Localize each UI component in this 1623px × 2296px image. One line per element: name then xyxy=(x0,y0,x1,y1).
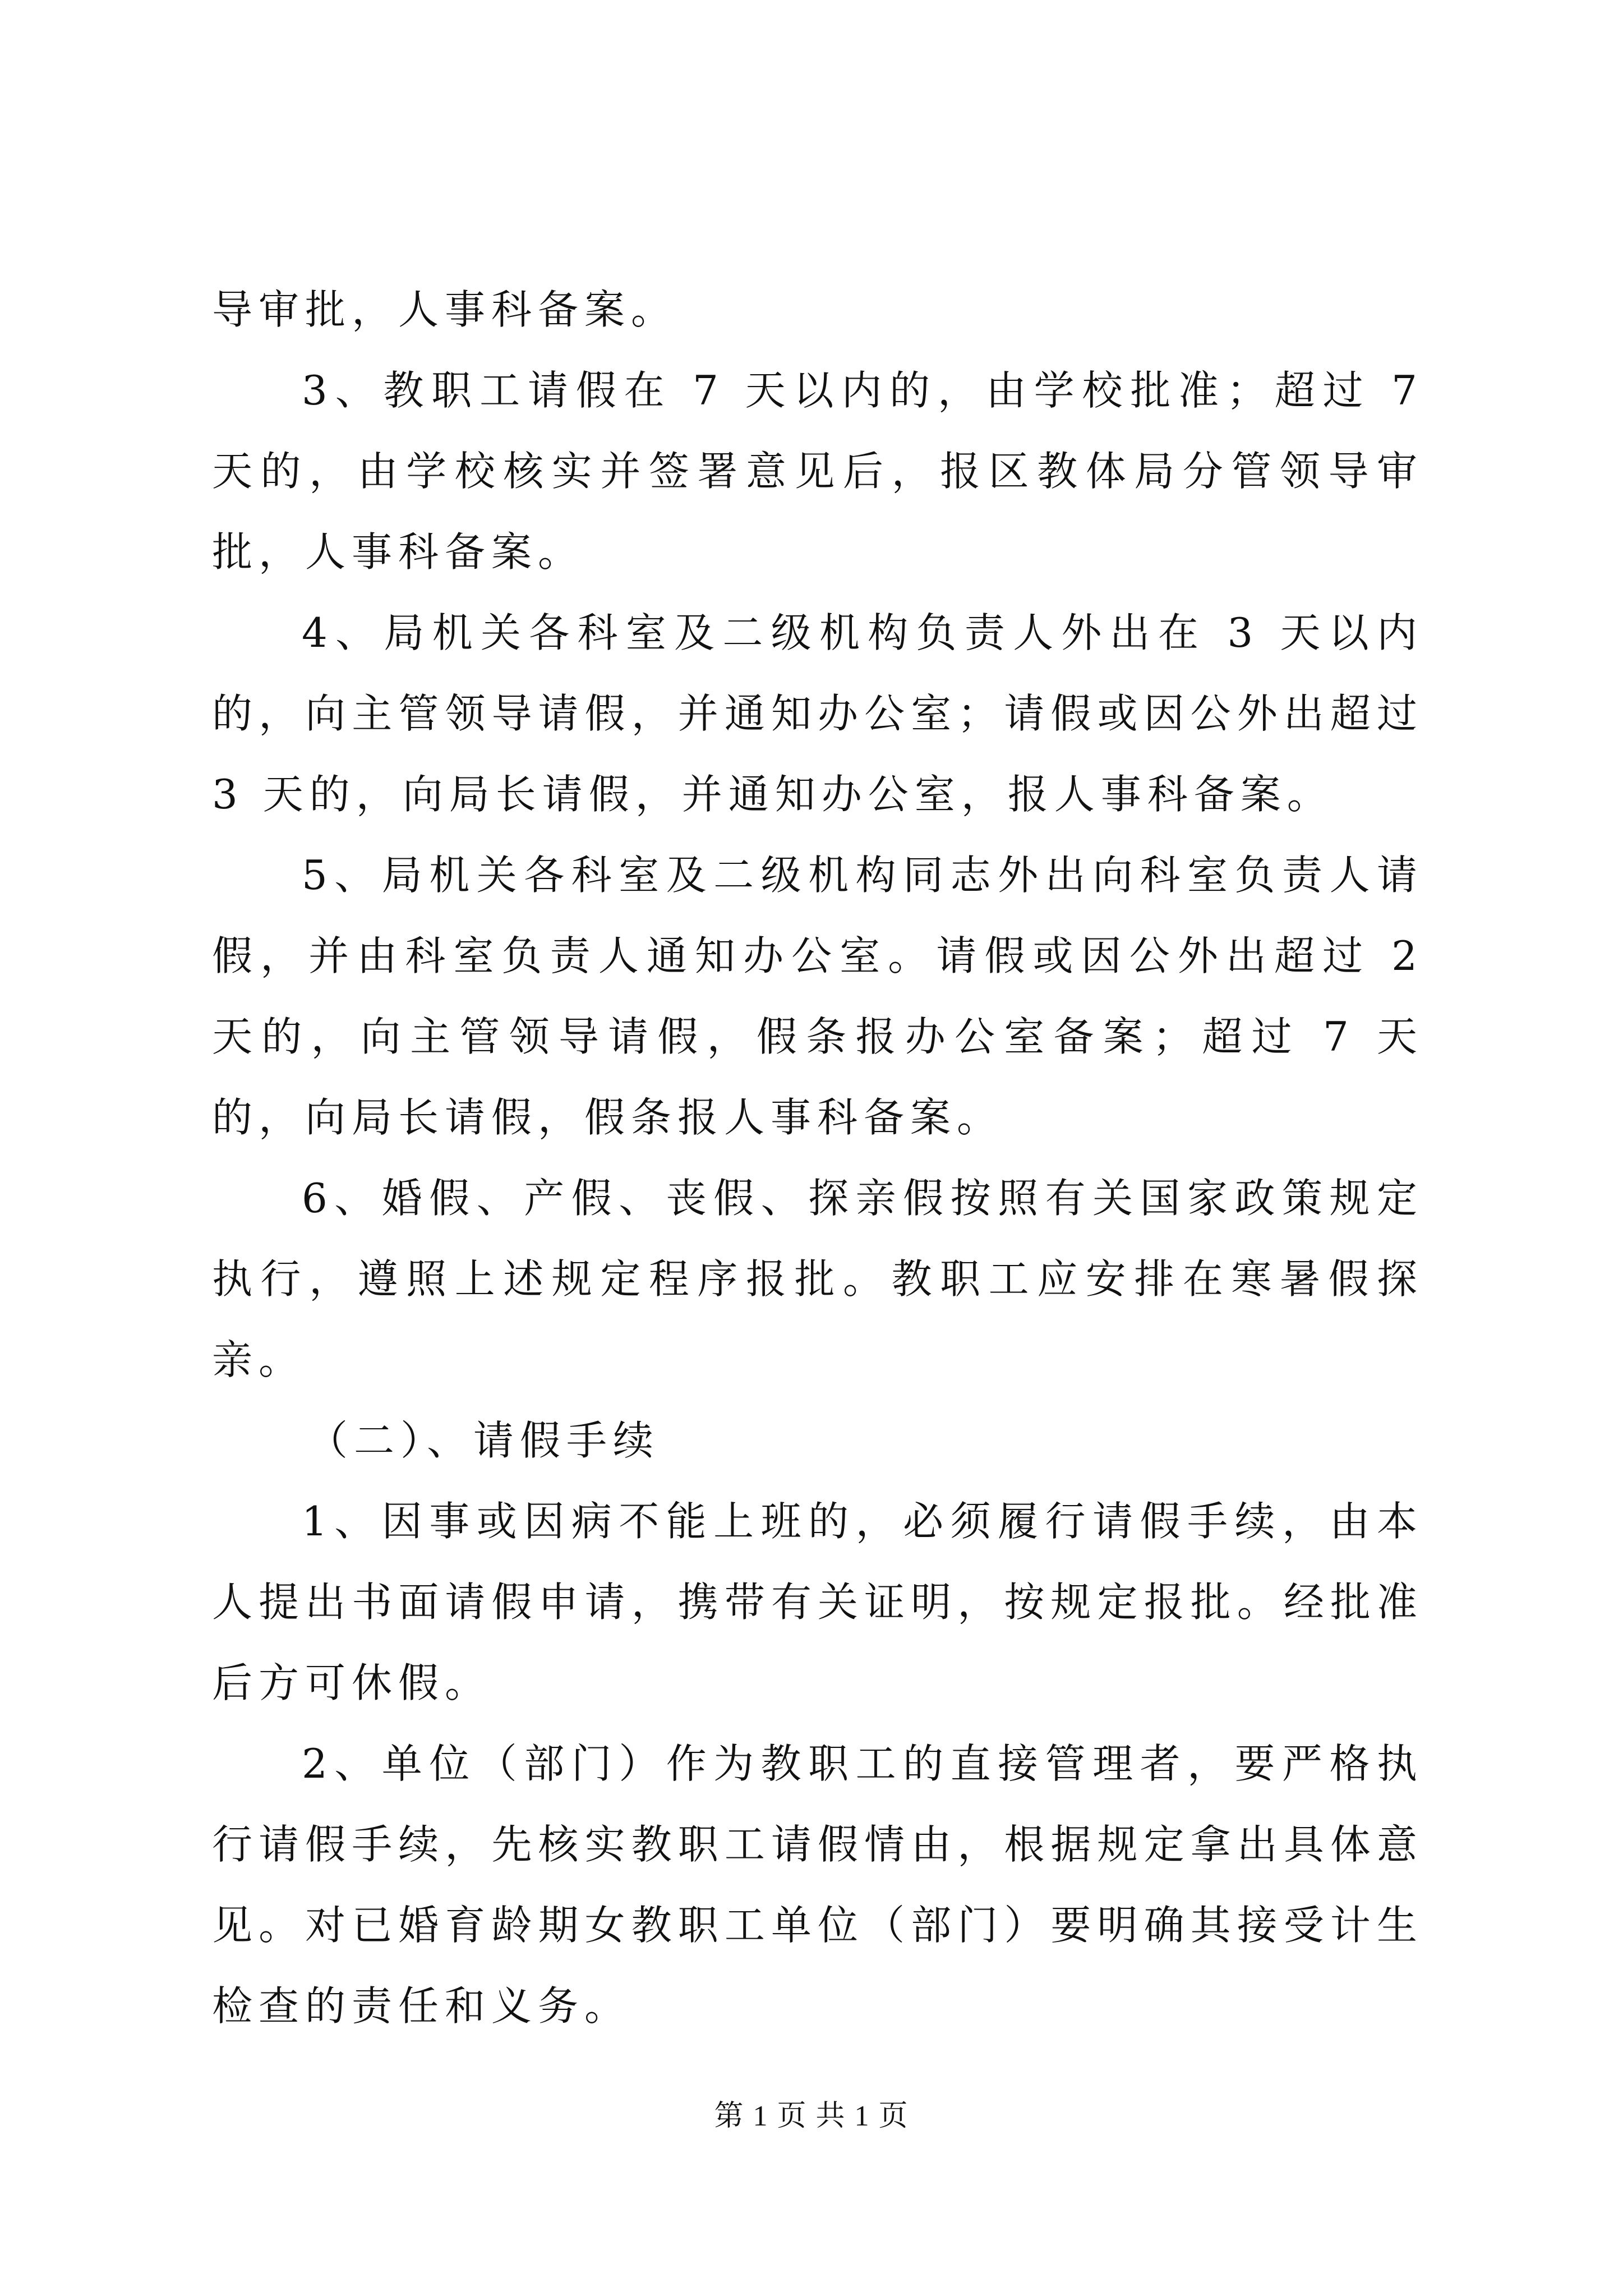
paragraph-procedure-1: 1、因事或因病不能上班的，必须履行请假手续，由本人提出书面请假申请，携带有关证明，按规定报批。经批准后方可休假。 xyxy=(212,1498,1423,1706)
section-heading: （二）、请假手续 xyxy=(307,1417,660,1464)
paragraph-item-4: 4、局机关各科室及二级机构负责人外出在 3 天以内的，向主管领导请假，并通知办公室；请假或因公外出超过 3 天的，向局长请假，并通知办公室，报人事科备案。 xyxy=(212,609,1423,818)
paragraph-item-6: 6、婚假、产假、丧假、探亲假按照有关国家政策规定执行，遵照上述规定程序报批。教职工应安排在寒暑假探亲。 xyxy=(212,1175,1423,1383)
paragraph-item-3: 3、教职工请假在 7 天以内的，由学校批准；超过 7 天的，由学校核实并签署意见后，报区教体局分管领导审批，人事科备案。 xyxy=(212,367,1423,576)
page-footer: 第 1 页 共 1 页 xyxy=(714,2100,909,2132)
paragraph-continuation: 导审批，人事科备案。 xyxy=(212,286,678,333)
paragraph-item-5: 5、局机关各科室及二级机构同志外出向科室负责人请假，并由科室负责人通知办公室。请假或因公外出超过 2 天的，向主管领导请假，假条报办公室备案；超过 7 天的，向局长请假，假条报人事科备案。 xyxy=(212,852,1423,1141)
paragraph-procedure-2: 2、单位（部门）作为教职工的直接管理者，要严格执行请假手续，先核实教职工请假情由，根据规定拿出具体意见。对已婚育龄期女教职工单位（部门）要明确其接受计生检查的责任和义务。 xyxy=(212,1740,1423,2030)
document-body xyxy=(212,269,1423,2046)
